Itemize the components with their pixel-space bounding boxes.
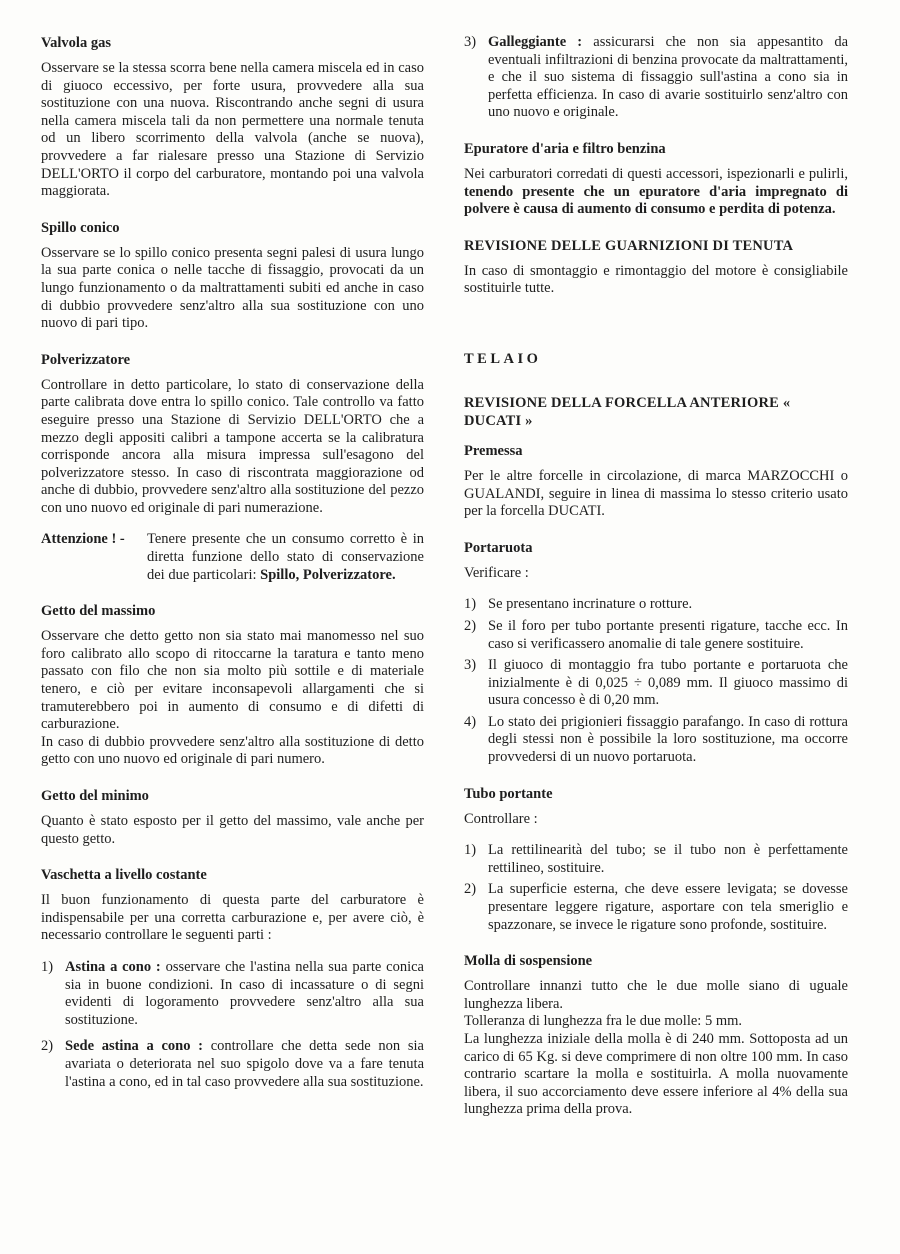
list-item: 3) Il giuoco di montaggio fra tubo portante e portaruota che inizialmente è di 0,025 ÷ 0,089 mm. Il giuoco massimo di usura concesso è di 0,20 mm. [464,657,848,709]
heading-getto-massimo: Getto del massimo [41,603,156,620]
heading-molla: Molla di sospensione [464,953,593,970]
heading-premessa: Premessa [464,442,523,459]
heading-telaio: TELAIO [464,350,542,367]
right-column [464,34,848,1119]
list-item: 4) Lo stato dei prigionieri fissaggio parafango. In caso di rottura degli stessi non è possibile la loro sostituzione, ma occorre provvedersi di un nuovo portaruota. [464,713,848,766]
text-molla-3: La lunghezza iniziale della molla è di 240 mm. Sottoposta ad un carico di 65 Kg. si deve comprimere di non oltre 100 mm. In caso contrario scartare la molla e sostituirla. A molla nuovamente libera, il suo accorciamento deve essere inferiore al 4% della sua lunghezza prima della prova. [464,1031,848,1118]
text-molla-2: Tolleranza di lunghezza fra le due molle: 5 mm. [464,1013,742,1030]
heading-portaruota: Portaruota [464,539,533,556]
attention-label: Attenzione ! - [41,531,125,548]
text-molla-1: Controllare innanzi tutto che le due molle siano di uguale lunghezza libera. [464,978,848,1012]
heading-vaschetta: Vaschetta a livello costante [41,867,207,884]
list-item: 3) Galleggiante : assicurarsi che non sia appesantito da eventuali infiltrazioni di benzina provocate da maltrattamenti, e che il suo sistema di fissaggio sull'astina a cono sia in perfetta efficienza. In caso di avarie sostituirlo senz'altro con uno nuovo e originale. [464,34,849,121]
text-getto-massimo-2: In caso di dubbio provvedere senz'altro alla sostituzione di detto getto con uno nuovo ed originale di pari numero. [41,733,424,768]
left-column [41,34,424,1100]
text-premessa: Per le altre forcelle in circolazione, di marca MARZOCCHI o GUALANDI, seguire in linea di massima lo stesso criterio usato per la forcella DUCATI. [464,467,848,520]
text-valvola-gas: Osservare se la stessa scorra bene nella camera miscela ed in caso di giuoco eccessivo, per forte usura, provvedere alla sua sostituzione con una nuova. Riscontrando anche segni di usura nella camera miscela tali da non permettere una normale tenuta od un libero scorrimento della valvola (anche se nuova), provvedere a far rialesare presso una Stazione di Servizio DELL'ORTO il corpo del carburatore, montando poi una valvola maggiorata. [41,60,424,200]
text-getto-massimo-1: Osservare che detto getto non sia stato mai manomesso nel suo foro calibrato allo scopo di ritoccarne la taratura e tanto meno passato con filo che non sia molto più sottile e di materiale tenero, e ciò per evitare inconsapevoli allargamenti che si tramuterebbero poi in aumento di consumo e di difetti di carburazione. [41,628,424,733]
attention-note [41,531,424,584]
text-guarnizioni: In caso di smontaggio e rimontaggio del motore è consigliabile sostituirle tutte. [464,262,848,297]
list-item: 1) La rettilinearità del tubo; se il tubo non è perfettamente rettilineo, sostituire. [464,842,848,876]
text-getto-minimo: Quanto è stato esposto per il getto del massimo, vale anche per questo getto. [41,813,424,847]
list-item: 1) Astina a cono : osservare che l'astina nella sua parte conica sia in buone condizioni. In caso di incassature o di segni evidenti di logoramento provvedere senz'altro alla sua sostituzione. [41,958,424,1028]
portaruota-list [464,596,848,766]
text-tubo-intro: Controllare : [464,810,538,827]
text-epuratore: Nei carburatori corredati di questi accessori, ispezionarli e pulirli, tenendo presente che un epuratore d'aria impregnato di polvere è causa di aumento di consumo e perdita di potenza. [464,165,848,218]
vaschetta-list [41,959,424,1091]
heading-polverizzatore: Polverizzatore [41,351,131,368]
heading-valvola-gas: Valvola gas [41,35,111,51]
heading-tubo-portante: Tubo portante [464,785,553,802]
galleggiante-list [464,34,848,122]
list-item: 2) Se il foro per tubo portante presenti rigature, tacche ecc. In caso si verificassero anomalie di tale genere sostituire. [464,617,848,652]
heading-guarnizioni: REVISIONE DELLE GUARNIZIONI DI TENUTA [464,237,794,254]
text-vaschetta: Il buon funzionamento di questa parte del carburatore è indispensabile per una corretta carburazione e, per avere ciò, è necessario controllare le seguenti parti : [41,892,424,944]
text-polverizzatore: Controllare in detto particolare, lo stato di conservazione della parte calibrata dove entra lo spillo conico. Tale controllo va fatto eseguire presso una Stazione di Servizio DELL'ORTO che a mezzo degli appositi calibri a tampone accerta se la calibratura corrisponde ancora alla misura impressa sull'esagono del polverizzatore stesso. In caso di riscontrata maggiorazione od anche di dubbio, provvedere senz'altro alla sostituzione del pezzo con uno nuovo ed originale di pari numerazione. [41,376,424,516]
tubo-list [464,842,848,934]
heading-spillo-conico: Spillo conico [41,219,120,236]
text-spillo-conico: Osservare se lo spillo conico presenta segni palesi di usura lungo la sua parte conica o nelle tacche di fissaggio, provocati da un lungo funzionamento o da maltrattamenti subiti ed anche in caso di dubbio provvedere senz'altro alla sua sostituzione con uno nuovo di pari tipo. [41,244,424,332]
heading-forcella: REVISIONE DELLA FORCELLA ANTERIORE « DUCATI » [464,394,791,429]
text-portaruota-intro: Verificare : [464,564,529,581]
list-item: 1) Se presentano incrinature o rotture. [464,596,693,613]
list-item: 2) La superficie esterna, che deve essere levigata; se dovesse presentare leggere rigature, asportare con tela smeriglio e spazzonare, se invece le rigature sono profonde, sostituire. [464,881,848,933]
heading-epuratore: Epuratore d'aria e filtro benzina [464,140,666,157]
list-item: 2) Sede astina a cono : controllare che detta sede non sia avariata o deteriorata nel suo spigolo dove va a fare tenuta l'astina a cono, ed in tal caso provvedere alla sua sostituzione. [41,1038,424,1090]
heading-getto-minimo: Getto del minimo [41,788,149,804]
attention-text: Tenere presente che un consumo corretto è in diretta funzione dello stato di conservazione dei due particolari: Spillo, Polverizzatore. [147,531,424,583]
